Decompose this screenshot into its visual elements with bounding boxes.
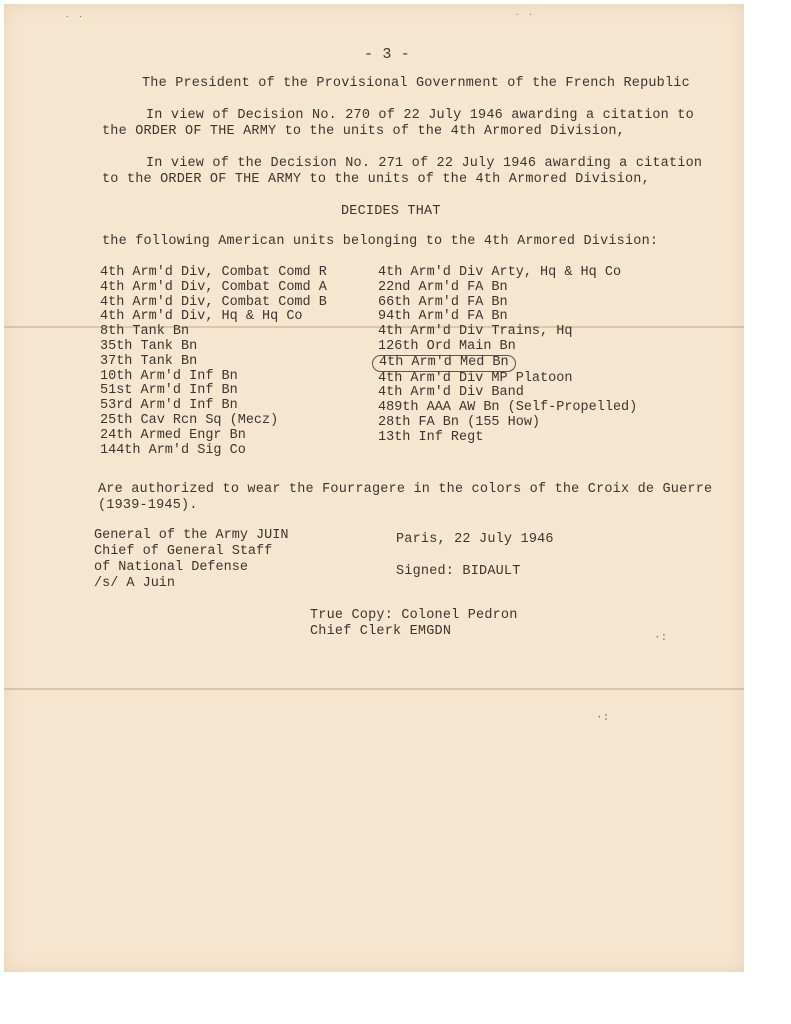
document-page	[4, 4, 744, 972]
recital-2-line-2: to the ORDER OF THE ARMY to the units of the 4th Armored Division,	[102, 172, 650, 187]
unit-item: 28th FA Bn (155 How)	[378, 414, 541, 430]
units-intro: the following American units belonging to the 4th Armored Division:	[102, 234, 659, 249]
recital-1-line-1: In view of Decision No. 270 of 22 July 1946 awarding a citation to	[146, 108, 694, 123]
unit-item: 37th Tank Bn	[100, 353, 198, 369]
unit-item: 4th Arm'd Div Trains, Hq	[378, 324, 573, 340]
unit-item: 4th Arm'd Div MP Platoon	[378, 370, 573, 386]
unit-item: 4th Arm'd Div Band	[378, 385, 524, 401]
recital-2-line-1: In view of the Decision No. 271 of 22 July 1946 awarding a citation	[146, 156, 703, 171]
unit-item: 4th Arm'd Div, Combat Comd A	[100, 279, 327, 295]
place-date: Paris, 22 July 1946	[396, 532, 554, 547]
unit-item: 4th Arm'd Div, Combat Comd B	[100, 294, 327, 310]
signatory-line: /s/ A Juin	[94, 576, 176, 591]
unit-item: 13th Inf Regt	[378, 429, 484, 445]
recital-1-line-2: the ORDER OF THE ARMY to the units of the 4th Armored Division,	[102, 124, 625, 139]
signatory-line: Chief of General Staff	[94, 544, 273, 559]
authorization-line-2: (1939-1945).	[98, 498, 198, 513]
decides-heading: DECIDES THAT	[341, 204, 441, 219]
unit-item: 489th AAA AW Bn (Self-Propelled)	[378, 400, 638, 416]
unit-item: 66th Arm'd FA Bn	[378, 294, 508, 310]
signatory-line: General of the Army JUIN	[94, 528, 289, 543]
true-copy-line-1: True Copy: Colonel Pedron	[310, 608, 518, 623]
signed-line: Signed: BIDAULT	[396, 564, 521, 579]
unit-item: 51st Arm'd Inf Bn	[100, 383, 238, 399]
unit-item-circled	[378, 355, 637, 372]
paper-speck: ˙ ˙	[64, 16, 84, 28]
paper-speck: ˙ ˙	[514, 14, 534, 26]
unit-item: 144th Arm'd Sig Co	[100, 442, 246, 458]
unit-item: 24th Armed Engr Bn	[100, 427, 246, 443]
unit-item: 4th Arm'd Div Arty, Hq & Hq Co	[378, 265, 622, 280]
circled-unit: 4th Arm'd Med Bn	[372, 355, 516, 372]
paper-speck: ·:	[654, 632, 668, 644]
unit-item: 35th Tank Bn	[100, 338, 198, 354]
unit-item: 8th Tank Bn	[100, 324, 190, 340]
unit-item: 22nd Arm'd FA Bn	[378, 279, 508, 295]
paper-speck: ·:	[596, 712, 610, 724]
paper-fold-line	[4, 688, 744, 690]
unit-item: 53rd Arm'd Inf Bn	[100, 398, 238, 414]
signatory-line: of National Defense	[94, 560, 248, 575]
unit-item: 25th Cav Rcn Sq (Mecz)	[100, 412, 279, 428]
true-copy-line-2: Chief Clerk EMGDN	[310, 624, 452, 639]
authorization-line-1: Are authorized to wear the Fourragere in the colors of the Croix de Guerre	[98, 482, 713, 497]
unit-item: 4th Arm'd Div, Hq & Hq Co	[100, 309, 303, 325]
units-right-column	[378, 266, 637, 446]
unit-item: 4th Arm'd Div, Combat Comd R	[100, 265, 327, 280]
page-number: - 3 -	[364, 46, 411, 63]
preamble: The President of the Provisional Government of the French Republic	[142, 76, 690, 91]
unit-item: 126th Ord Main Bn	[378, 338, 516, 354]
unit-item: 10th Arm'd Inf Bn	[100, 368, 238, 384]
units-left-column	[100, 266, 327, 458]
unit-item: 94th Arm'd FA Bn	[378, 309, 508, 325]
signatory-block	[94, 528, 288, 592]
